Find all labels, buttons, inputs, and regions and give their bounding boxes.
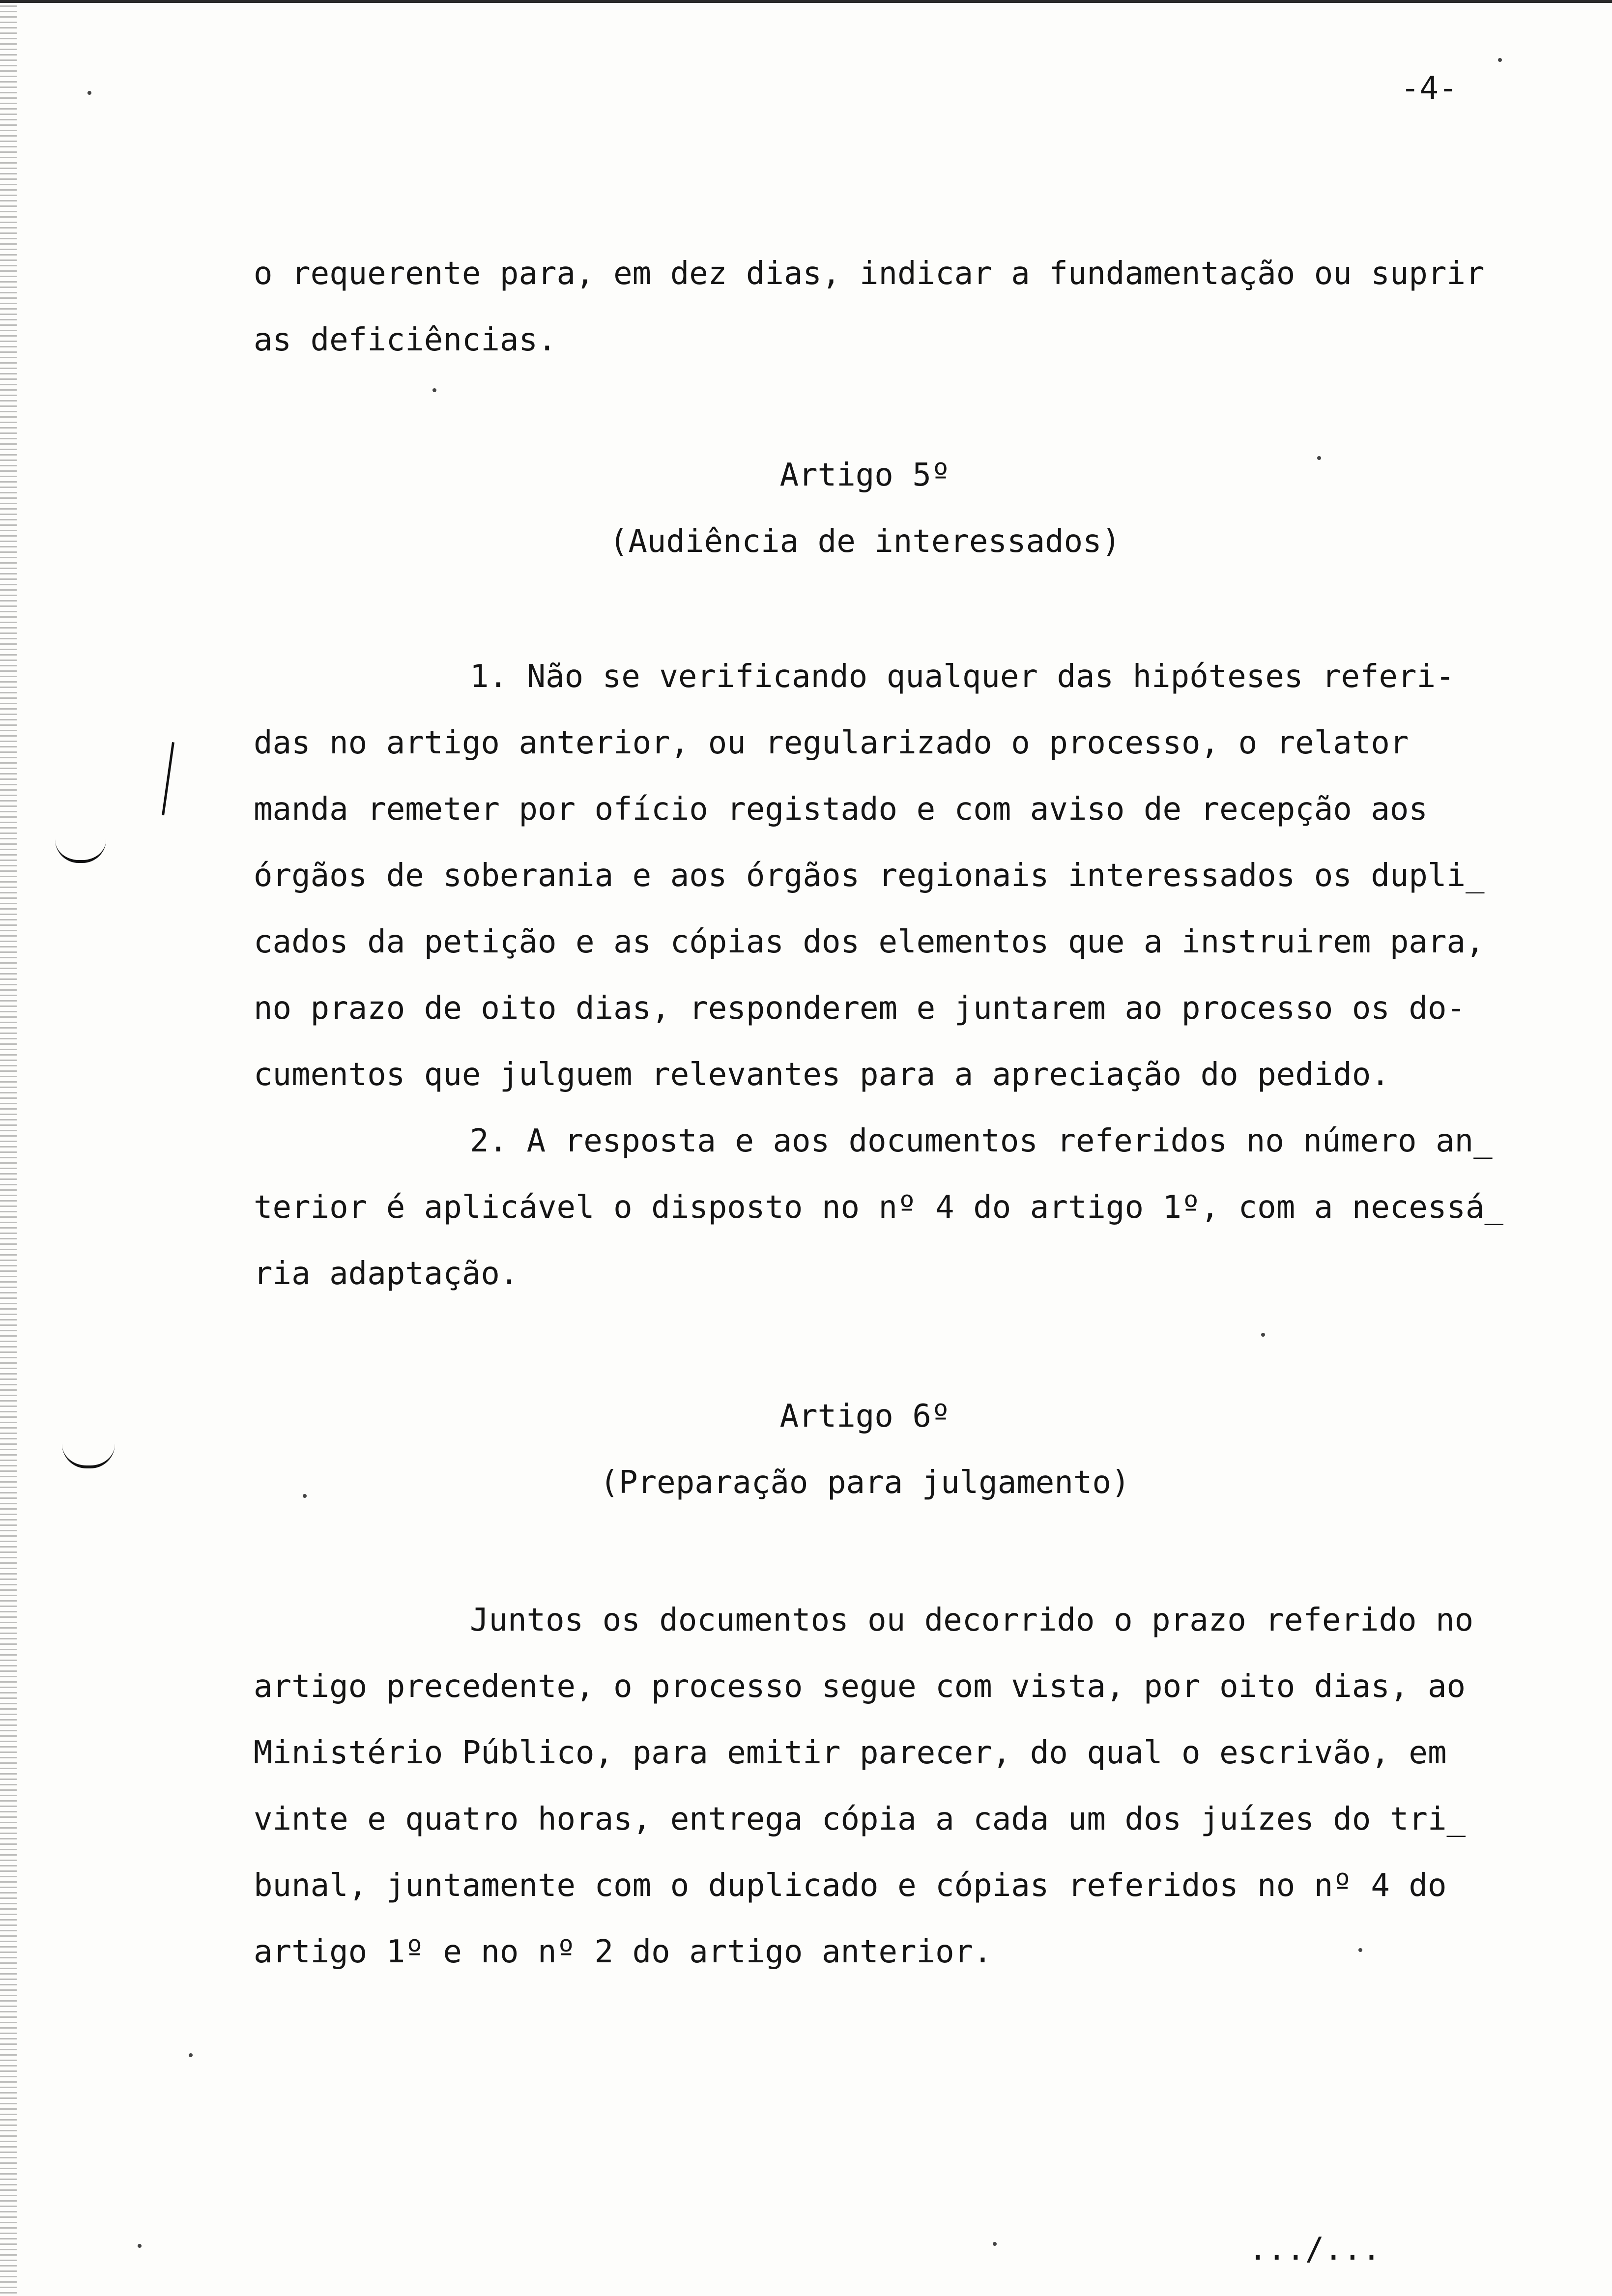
margin-check-mark [55, 839, 106, 863]
paragraph-1-line-4: órgãos de soberania e aos órgãos regionais interessados os dupli̲ [254, 858, 1485, 894]
paragraph-2-line-1: 2. A resposta e aos documentos referidos no número an̲ [470, 1123, 1493, 1159]
page-number: -4- [1401, 70, 1458, 107]
paragraph-1-line-2: das no artigo anterior, ou regularizado o processo, o relator [254, 725, 1409, 761]
margin-slash-mark [162, 742, 174, 815]
article-6-line-6: artigo 1º e no nº 2 do artigo anterior. [254, 1934, 992, 1970]
scan-speck [189, 2053, 193, 2057]
article-6-line-3: Ministério Público, para emitir parecer, do qual o escrivão, em [254, 1735, 1447, 1771]
paragraph-1-line-5: cados da petição e as cópias dos elementos que a instruirem para, [254, 924, 1485, 960]
article-5-heading: Artigo 5º [779, 457, 950, 493]
paragraph-1-line-7: cumentos que julguem relevantes para a apreciação do pedido. [254, 1057, 1390, 1093]
paragraph-1-line-3: manda remeter por ofício registado e com aviso de recepção aos [254, 791, 1428, 828]
article-6-heading: Artigo 6º [779, 1398, 950, 1435]
continuation-mark: .../... [1248, 2231, 1381, 2267]
scan-speck [303, 1494, 307, 1498]
article-6-line-4: vinte e quatro horas, entrega cópia a cada um dos juízes do tri̲ [254, 1801, 1466, 1837]
scan-speck [1261, 1333, 1265, 1337]
scan-speck [432, 388, 436, 392]
scan-speck [1317, 456, 1321, 460]
paragraph-2-line-2: terior é aplicável o disposto no nº 4 do artigo 1º, com a necessá̲ [254, 1189, 1504, 1226]
margin-check-mark [62, 1444, 115, 1468]
paragraph-2-line-3: ria adaptação. [254, 1256, 519, 1292]
scan-speck [138, 2244, 142, 2248]
line-2: as deficiências. [254, 322, 557, 358]
scanned-left-edge [0, 0, 17, 2296]
paragraph-1-line-1: 1. Não se verificando qualquer das hipóteses referi- [470, 659, 1455, 695]
scan-speck [993, 2242, 997, 2246]
article-6-line-2: artigo precedente, o processo segue com vista, por oito dias, ao [254, 1668, 1466, 1705]
scan-speck [1358, 1948, 1362, 1952]
scan-speck [87, 91, 91, 95]
line-1: o requerente para, em dez dias, indicar a fundamentação ou suprir [254, 256, 1485, 292]
article-5-subtitle: (Audiência de interessados) [609, 523, 1121, 560]
paragraph-1-line-6: no prazo de oito dias, responderem e juntarem ao processo os do- [254, 990, 1466, 1027]
top-border [0, 0, 1612, 3]
article-6-subtitle: (Preparação para julgamento) [600, 1464, 1130, 1501]
article-6-line-1: Juntos os documentos ou decorrido o prazo referido no [470, 1602, 1474, 1638]
article-6-line-5: bunal, juntamente com o duplicado e cópias referidos no nº 4 do [254, 1867, 1447, 1904]
scan-speck [1498, 58, 1502, 62]
